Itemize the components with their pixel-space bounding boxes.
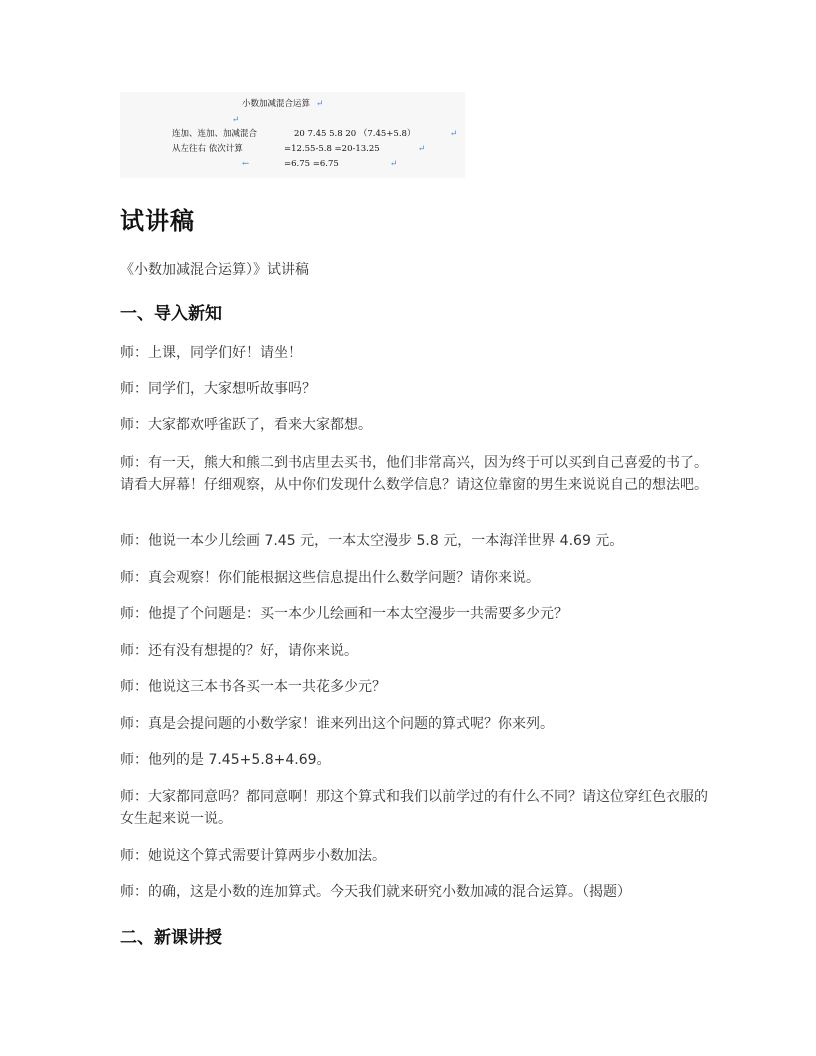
- paragraph: 师：真是会提问题的小数学家！谁来列出这个问题的算式呢？你来列。: [120, 716, 554, 732]
- board-row1-right: 20 7.45 5.8 20 （7.45+5.8）: [294, 129, 416, 139]
- board-row3-right: =6.75 =6.75: [284, 159, 339, 169]
- paragraph: 师：的确，这是小数的连加算式。今天我们就来研究小数加减的混合运算。（揭题）: [120, 884, 631, 900]
- board-row2-right: =12.55-5.8 =20-13.25: [284, 144, 380, 154]
- paragraph: 师：大家都同意吗？都同意啊！那这个算式和我们以前学过的有什么不同？请这位穿红色衣服的女生起来说一说。: [120, 789, 708, 827]
- paragraph: 师：真会观察！你们能根据这些信息提出什么数学问题？请你来说。: [120, 570, 540, 586]
- board-return-mark: ↵: [232, 115, 240, 125]
- paragraph: 师：大家都欢呼雀跃了，看来大家都想。: [120, 417, 372, 433]
- board-return-mark: ↵: [390, 159, 398, 169]
- section-heading-intro: 一、导入新知: [120, 304, 222, 324]
- board-return-mark: ↵: [450, 129, 458, 139]
- document-subtitle: 《小数加减混合运算）》试讲稿: [120, 262, 309, 278]
- paragraph: 师：还有没有想提的？好，请你来说。: [120, 643, 358, 659]
- paragraph: 师：有一天，熊大和熊二到书店里去买书，他们非常高兴，因为终于可以买到自己喜爱的书了。请看大屏幕！仔细观察，从中你们发现什么数学信息？请这位靠窗的男生来说说自己的想法吧。: [120, 455, 708, 493]
- board-heading: 小数加减混合运算: [242, 99, 311, 109]
- board-arrow-mark: ←: [242, 159, 250, 169]
- paragraph: 师：他说这三本书各买一本一共花多少元？: [120, 679, 386, 695]
- paragraph: 师：她说这个算式需要计算两步小数加法。: [120, 848, 386, 864]
- board-row1-left: 连加、连加、加减混合: [172, 129, 258, 139]
- paragraph: 师：他提了个问题是：买一本少儿绘画和一本太空漫步一共需要多少元？: [120, 606, 568, 622]
- board-notes-image: [120, 92, 465, 178]
- board-return-mark: ↵: [418, 144, 426, 154]
- section-heading-new-lesson: 二、新课讲授: [120, 928, 222, 948]
- board-return-mark: ↵: [316, 99, 324, 109]
- paragraph: 师：上课，同学们好！请坐！: [120, 345, 302, 361]
- board-row2-left: 从左往右 依次计算: [172, 144, 243, 154]
- page-title: 试讲稿: [120, 207, 195, 235]
- paragraph: 师：他列的是 7.45+5.8+4.69。: [120, 752, 331, 768]
- paragraph: 师：同学们，大家想听故事吗？: [120, 381, 316, 397]
- paragraph: 师：他说一本少儿绘画 7.45 元，一本太空漫步 5.8 元，一本海洋世界 4.69 元。: [120, 533, 624, 549]
